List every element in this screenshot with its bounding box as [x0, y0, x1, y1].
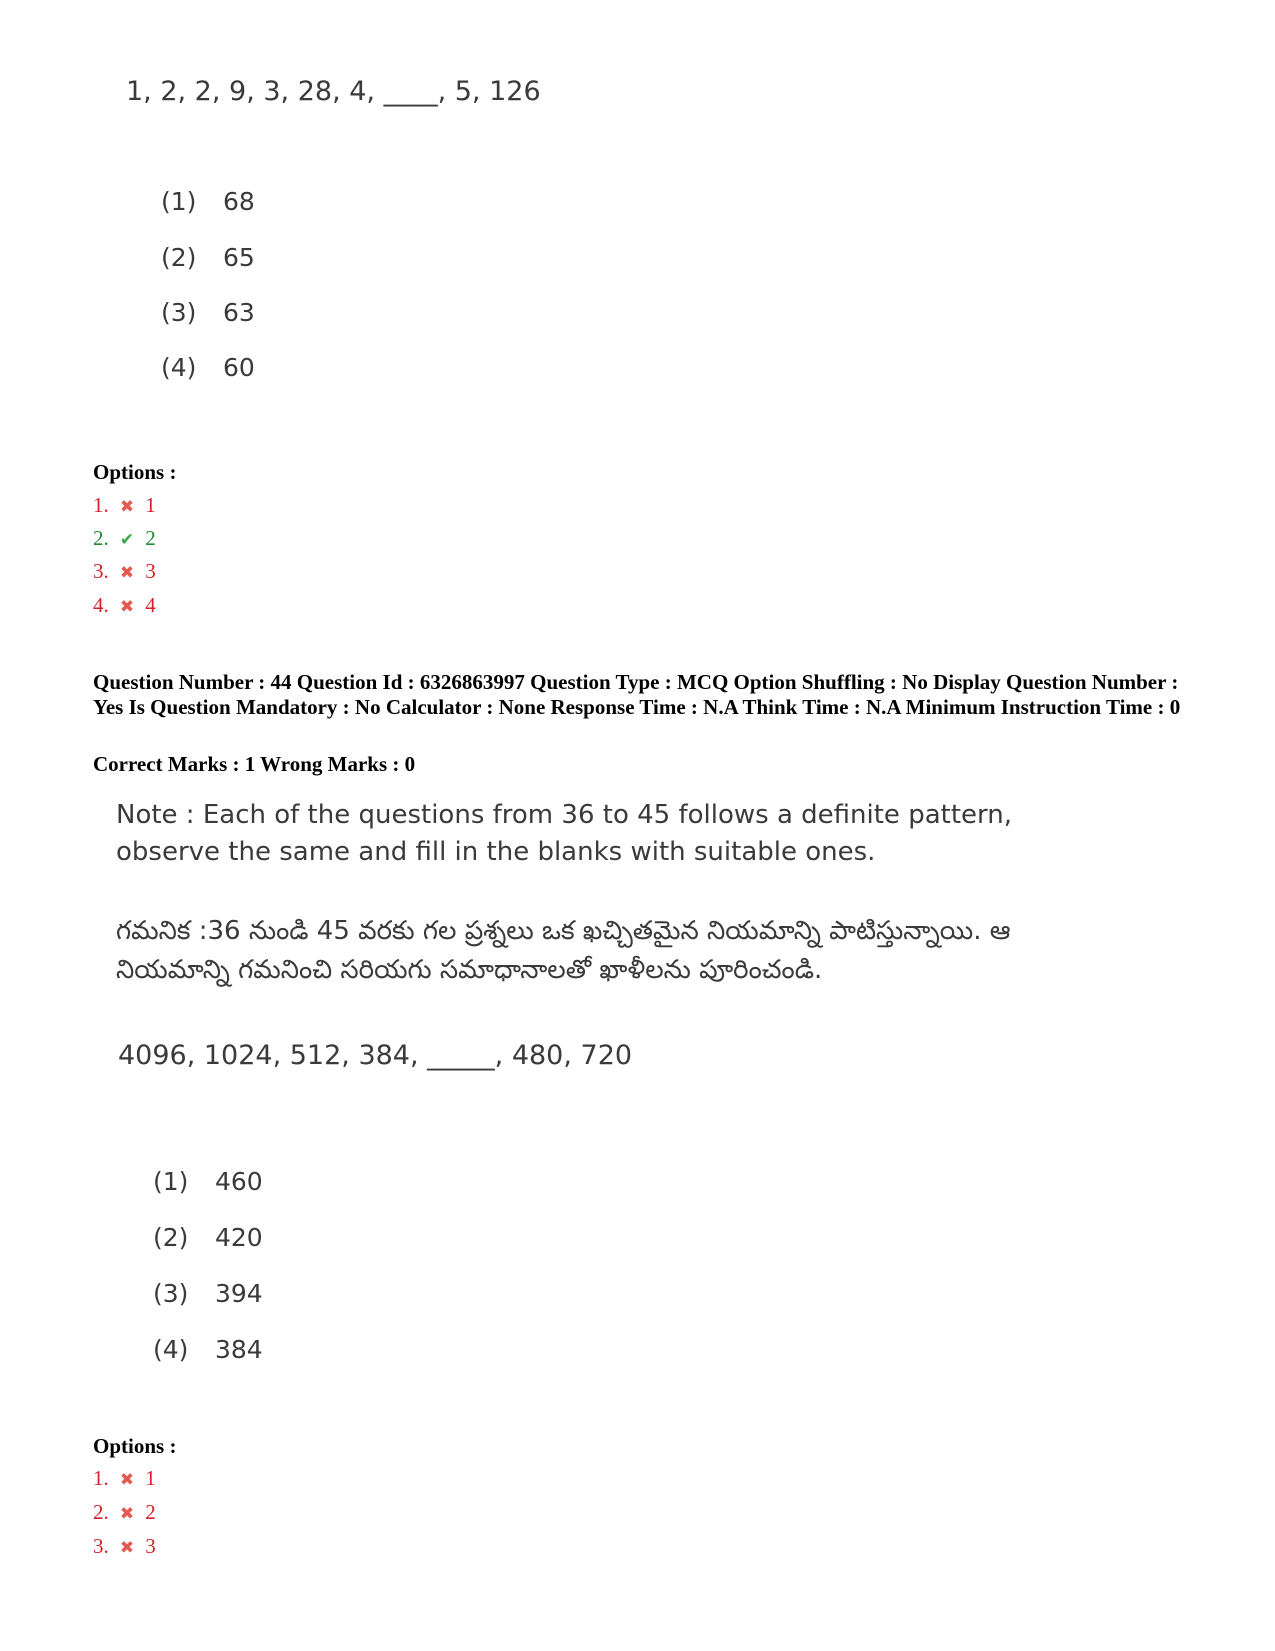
question-sequence: 1, 2, 2, 9, 3, 28, 4, ____, 5, 126	[126, 76, 541, 107]
answer-choice	[153, 1335, 263, 1364]
option-index: 3.	[93, 1534, 109, 1558]
options-heading: Options :	[93, 460, 177, 484]
option-label: 4	[145, 593, 156, 617]
answer-choice	[153, 1279, 263, 1308]
choice-value: 63	[223, 298, 255, 327]
choice-value: 384	[215, 1335, 263, 1364]
note-english: Note : Each of the questions from 36 to 45 follows a definite pattern, observe the same and fill in the blanks with suitable ones.	[116, 800, 1012, 867]
question-meta: Question Number : 44 Question Id : 6326863997 Question Type : MCQ Option Shuffling : No Display Question Number : Yes Is Question Mandatory : No Calculator : None Response Time : N.A Think Time : N.A Minimum Instruction Time : 0	[93, 670, 1181, 719]
cross-icon: ✖	[119, 1470, 135, 1490]
option-row	[93, 1466, 156, 1491]
choice-value: 460	[215, 1167, 263, 1196]
option-row	[93, 1500, 156, 1525]
answer-choice	[161, 298, 255, 327]
choice-number: (4)	[153, 1335, 189, 1364]
choice-number: (4)	[161, 353, 197, 382]
option-index: 4.	[93, 593, 109, 617]
choice-number: (2)	[161, 243, 197, 272]
question-sequence: 4096, 1024, 512, 384, _____, 480, 720	[118, 1040, 633, 1071]
option-label: 2	[145, 526, 156, 550]
option-row	[93, 526, 156, 551]
choice-number: (1)	[161, 187, 197, 216]
cross-icon: ✖	[119, 597, 135, 617]
check-icon: ✔	[119, 530, 135, 550]
options-heading: Options :	[93, 1434, 177, 1458]
option-label: 2	[145, 1500, 156, 1524]
answer-choice	[161, 187, 255, 216]
option-index: 2.	[93, 1500, 109, 1524]
note-telugu: గమనిక :36 నుండి 45 వరకు గల ప్రశ్నలు ఒక ఖచ్చితమైన నియమాన్ని పాటిస్తున్నాయి. ఆ నియమాన్ని గమనించి సరియగు సమాధానాలతో ఖాళీలను పూరించండి.	[116, 916, 1011, 985]
choice-value: 65	[223, 243, 255, 272]
answer-choice	[153, 1167, 263, 1196]
choice-number: (3)	[161, 298, 197, 327]
option-label: 3	[145, 1534, 156, 1558]
answer-choice	[161, 243, 255, 272]
cross-icon: ✖	[119, 1504, 135, 1524]
option-index: 1.	[93, 1466, 109, 1490]
choice-number: (1)	[153, 1167, 189, 1196]
option-label: 3	[145, 559, 156, 583]
option-row	[93, 493, 156, 518]
marks-line: Correct Marks : 1 Wrong Marks : 0	[93, 752, 416, 776]
answer-choice	[153, 1223, 263, 1252]
cross-icon: ✖	[119, 563, 135, 583]
option-index: 1.	[93, 493, 109, 517]
option-row	[93, 559, 156, 584]
choice-value: 394	[215, 1279, 263, 1308]
option-index: 3.	[93, 559, 109, 583]
cross-icon: ✖	[119, 497, 135, 517]
option-label: 1	[145, 493, 156, 517]
option-row	[93, 593, 156, 618]
cross-icon: ✖	[119, 1538, 135, 1558]
answer-choice	[161, 353, 255, 382]
choice-value: 60	[223, 353, 255, 382]
choice-number: (2)	[153, 1223, 189, 1252]
choice-value: 68	[223, 187, 255, 216]
option-row	[93, 1534, 156, 1559]
option-label: 1	[145, 1466, 156, 1490]
choice-value: 420	[215, 1223, 263, 1252]
choice-number: (3)	[153, 1279, 189, 1308]
option-index: 2.	[93, 526, 109, 550]
